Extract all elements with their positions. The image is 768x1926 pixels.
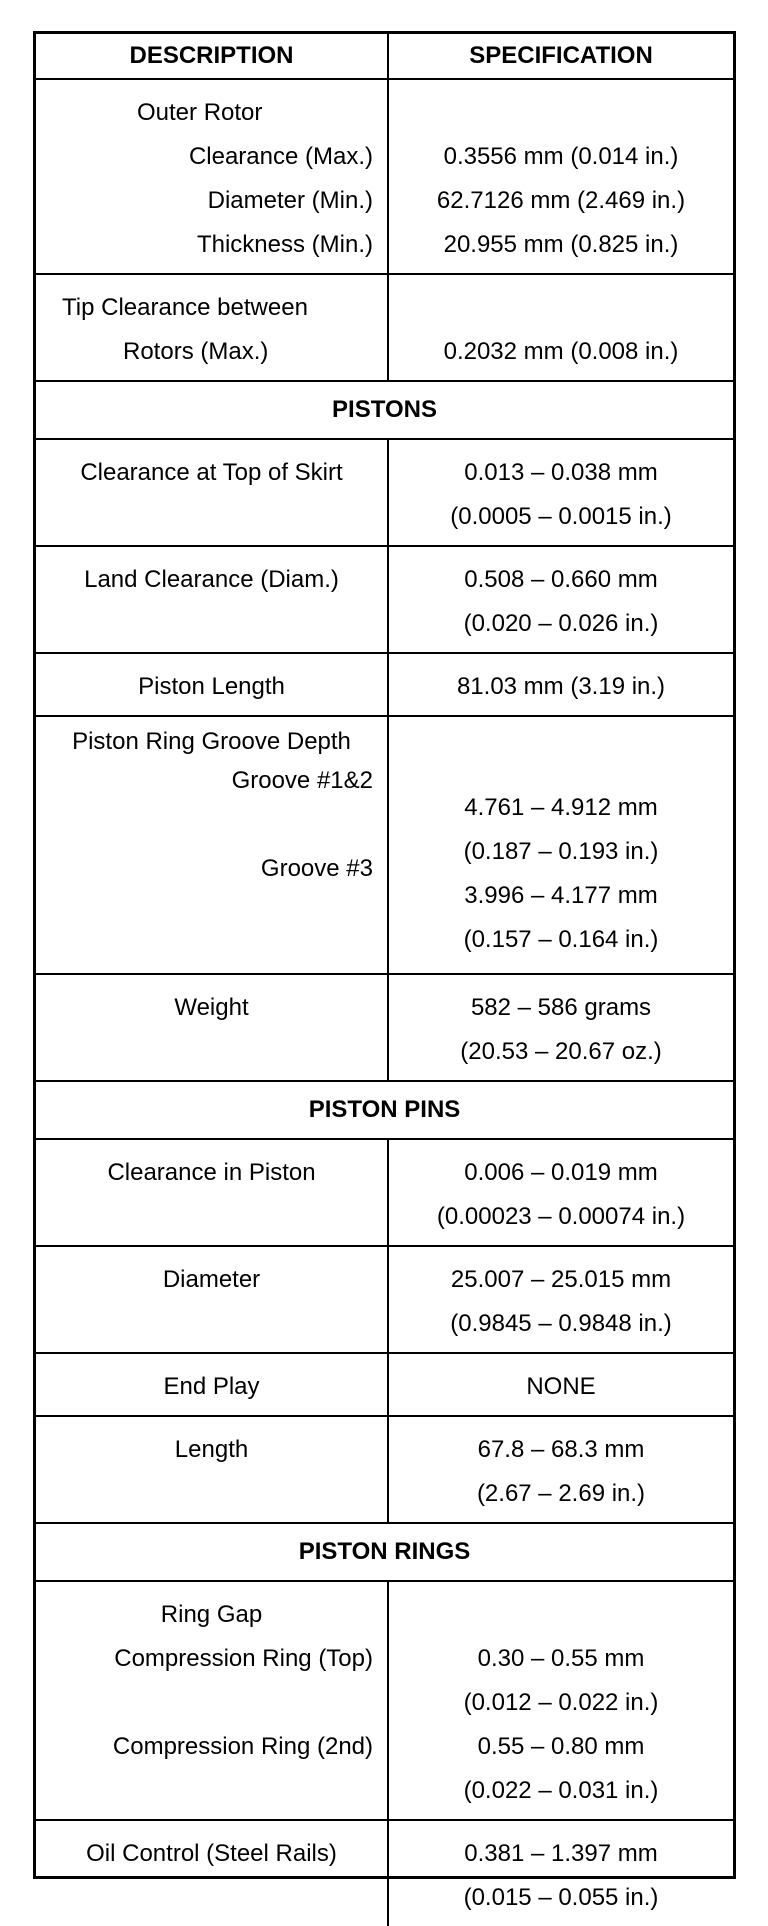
compression-ring-second-label: Compression Ring (2nd) bbox=[112, 1733, 373, 1760]
pin-length-row bbox=[36, 1416, 733, 1523]
piston-pins-section-row bbox=[36, 1081, 733, 1139]
piston-weight-description bbox=[36, 974, 388, 1081]
piston-length-row bbox=[36, 653, 733, 716]
specification-column-header: SPECIFICATION bbox=[388, 34, 733, 79]
land-clearance-row bbox=[36, 546, 733, 653]
description-column-header: DESCRIPTION bbox=[36, 34, 388, 79]
piston-length-specification bbox=[388, 653, 733, 716]
piston-pins-section-title: PISTON PINS bbox=[36, 1081, 733, 1139]
header-row bbox=[36, 34, 733, 79]
oil-control-value-mm: 0.381 – 1.397 mm bbox=[464, 1840, 658, 1867]
tip-clearance-specification bbox=[388, 274, 733, 381]
land-clearance-specification bbox=[388, 546, 733, 653]
pin-length-specification bbox=[388, 1416, 733, 1523]
outer-rotor-title: Outer Rotor bbox=[137, 99, 263, 126]
land-clearance-label: Land Clearance (Diam.) bbox=[84, 566, 339, 593]
skirt-clearance-row bbox=[36, 439, 733, 546]
pin-length-value-in: (2.67 – 2.69 in.) bbox=[476, 1480, 646, 1507]
pin-length-description bbox=[36, 1416, 388, 1523]
groove-3-value-in: (0.157 – 0.164 in.) bbox=[463, 926, 659, 953]
ring-gap-specification bbox=[388, 1581, 733, 1820]
pin-clearance-value-mm: 0.006 – 0.019 mm bbox=[464, 1159, 658, 1186]
ring-gap-row bbox=[36, 1581, 733, 1820]
compression-ring-top-value-mm: 0.30 – 0.55 mm bbox=[477, 1645, 645, 1672]
pin-diameter-specification bbox=[388, 1246, 733, 1353]
outer-rotor-diameter-label: Diameter (Min.) bbox=[207, 187, 373, 214]
pin-clearance-value-in: (0.00023 – 0.00074 in.) bbox=[436, 1203, 686, 1230]
compression-ring-second-value-in: (0.022 – 0.031 in.) bbox=[463, 1777, 659, 1804]
oil-control-specification bbox=[388, 1820, 733, 1926]
ring-gap-description bbox=[36, 1581, 388, 1820]
land-clearance-value-mm: 0.508 – 0.660 mm bbox=[464, 566, 658, 593]
pin-length-label: Length bbox=[174, 1436, 249, 1463]
ring-groove-row bbox=[36, 716, 733, 974]
pin-end-play-value: NONE bbox=[526, 1373, 596, 1400]
pin-diameter-value-in: (0.9845 – 0.9848 in.) bbox=[450, 1310, 672, 1337]
skirt-clearance-description bbox=[36, 439, 388, 546]
piston-weight-value-grams: 582 – 586 grams bbox=[470, 994, 652, 1021]
groove-1-2-value-in: (0.187 – 0.193 in.) bbox=[463, 838, 659, 865]
outer-rotor-row bbox=[36, 79, 733, 274]
tip-clearance-label-line2: Rotors (Max.) bbox=[123, 338, 269, 365]
outer-rotor-clearance-value: 0.3556 mm (0.014 in.) bbox=[443, 143, 679, 170]
oil-control-value-in: (0.015 – 0.055 in.) bbox=[463, 1884, 659, 1911]
ring-gap-title: Ring Gap bbox=[160, 1601, 263, 1628]
oil-control-label: Oil Control (Steel Rails) bbox=[86, 1840, 337, 1867]
tip-clearance-row bbox=[36, 274, 733, 381]
ring-groove-specification bbox=[388, 716, 733, 974]
outer-rotor-clearance-label: Clearance (Max.) bbox=[188, 143, 373, 170]
groove-3-value-mm: 3.996 – 4.177 mm bbox=[464, 882, 658, 909]
oil-control-description bbox=[36, 1820, 388, 1926]
skirt-clearance-specification bbox=[388, 439, 733, 546]
tip-clearance-description bbox=[36, 274, 388, 381]
pistons-section-row bbox=[36, 381, 733, 439]
tip-clearance-label-line1: Tip Clearance between bbox=[62, 294, 308, 321]
piston-length-label: Piston Length bbox=[138, 673, 285, 700]
pin-diameter-label: Diameter bbox=[162, 1266, 261, 1293]
skirt-clearance-value-in: (0.0005 – 0.0015 in.) bbox=[450, 503, 672, 530]
outer-rotor-thickness-label: Thickness (Min.) bbox=[196, 231, 373, 258]
pin-end-play-description bbox=[36, 1353, 388, 1416]
piston-weight-specification bbox=[388, 974, 733, 1081]
compression-ring-top-label: Compression Ring (Top) bbox=[114, 1645, 373, 1672]
piston-weight-value-oz: (20.53 – 20.67 oz.) bbox=[460, 1038, 662, 1065]
skirt-clearance-value-mm: 0.013 – 0.038 mm bbox=[464, 459, 658, 486]
piston-weight-label: Weight bbox=[174, 994, 249, 1021]
outer-rotor-description bbox=[36, 79, 388, 274]
pin-clearance-specification bbox=[388, 1139, 733, 1246]
tip-clearance-value: 0.2032 mm (0.008 in.) bbox=[443, 338, 679, 365]
specification-table bbox=[36, 34, 733, 1926]
groove-1-2-label: Groove #1&2 bbox=[231, 767, 373, 794]
groove-3-label: Groove #3 bbox=[260, 855, 373, 882]
land-clearance-value-in: (0.020 – 0.026 in.) bbox=[463, 610, 659, 637]
compression-ring-second-value-mm: 0.55 – 0.80 mm bbox=[477, 1733, 645, 1760]
piston-rings-section-row bbox=[36, 1523, 733, 1581]
pin-end-play-specification bbox=[388, 1353, 733, 1416]
pin-diameter-row bbox=[36, 1246, 733, 1353]
oil-control-row bbox=[36, 1820, 733, 1926]
piston-length-description bbox=[36, 653, 388, 716]
ring-groove-description bbox=[36, 716, 388, 974]
pin-diameter-description bbox=[36, 1246, 388, 1353]
pin-end-play-row bbox=[36, 1353, 733, 1416]
outer-rotor-thickness-value: 20.955 mm (0.825 in.) bbox=[443, 231, 679, 258]
ring-groove-title: Piston Ring Groove Depth bbox=[72, 728, 351, 755]
pin-diameter-value-mm: 25.007 – 25.015 mm bbox=[450, 1266, 672, 1293]
outer-rotor-specification bbox=[388, 79, 733, 274]
specification-table-frame bbox=[33, 31, 736, 1911]
land-clearance-description bbox=[36, 546, 388, 653]
pin-clearance-description bbox=[36, 1139, 388, 1246]
pistons-section-title: PISTONS bbox=[36, 381, 733, 439]
pin-clearance-label: Clearance in Piston bbox=[107, 1159, 316, 1186]
compression-ring-top-value-in: (0.012 – 0.022 in.) bbox=[463, 1689, 659, 1716]
pin-clearance-row bbox=[36, 1139, 733, 1246]
piston-weight-row bbox=[36, 974, 733, 1081]
groove-1-2-value-mm: 4.761 – 4.912 mm bbox=[464, 794, 658, 821]
skirt-clearance-label: Clearance at Top of Skirt bbox=[80, 459, 343, 486]
outer-rotor-diameter-value: 62.7126 mm (2.469 in.) bbox=[436, 187, 686, 214]
pin-length-value-mm: 67.8 – 68.3 mm bbox=[477, 1436, 645, 1463]
pin-end-play-label: End Play bbox=[163, 1373, 260, 1400]
piston-length-value: 81.03 mm (3.19 in.) bbox=[456, 673, 666, 700]
piston-rings-section-title: PISTON RINGS bbox=[36, 1523, 733, 1581]
